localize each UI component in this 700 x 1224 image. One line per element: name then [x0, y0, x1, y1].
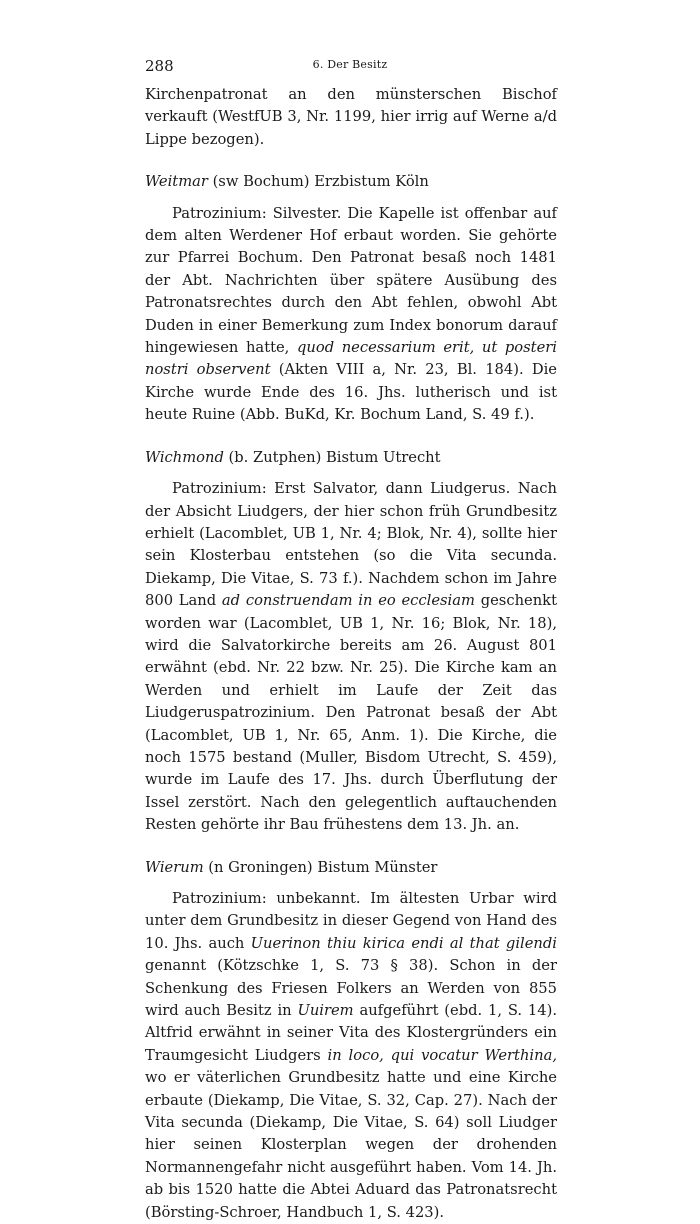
paragraph-text: wo er väterlichen Grundbesitz hatte und eine Kirche erbaute (Diekamp, Die Vitae, S. 32, Cap. 27). Nach der Vita secunda (Diekamp, Die Vitae, S. 64) soll Liudger hier seinen Klosterplan wegen der drohenden Normannengefahr nicht ausgeführt haben. Vom 14. Jh. ab bis 1520 hatte die Abtei Aduard das Patronatsrecht (Börsting-Schroer, Handbuch 1, S. 423).: [145, 1069, 557, 1221]
running-header: [145, 57, 555, 77]
page-number: 288: [145, 57, 174, 75]
entry-paragraph-wierum: [145, 888, 557, 1224]
entry-name: Wierum: [145, 858, 204, 876]
latin-quote: Uuirem: [297, 1002, 354, 1020]
paragraph-text: Patrozinium: Silvester. Die Kapelle ist offenbar auf dem alten Werdener Hof erbaut worden. Sie gehörte zur Pfarrei Bochum. Den Patronat besaß noch 1481 der Abt. Nachrichten über spätere Ausübung des Patronatsrechtes durch den Abt fehlen, obwohl Abt Duden in einer Bemerkung zum Index bonorum darauf hingewiesen hatte,: [145, 204, 557, 357]
latin-quote: quod necessarium erit, ut posteri nostri observent: [145, 339, 557, 379]
paragraph-text: Patrozinium: Erst Salvator, dann Liudgerus. Nach der Absicht Liudgers, der hier schon früh Grundbesitz erhielt (Lacomblet, UB 1, Nr. 4; Blok, Nr. 4), sollte hier sein Klosterbau entstehen (so die Vita secunda. Diekamp, Die Vitae, S. 73 f.). Nachdem schon im Jahre 800 Land: [145, 480, 557, 610]
entry-heading-rest: (b. Zutphen) Bistum Utrecht: [223, 448, 441, 466]
running-title: 6. Der Besitz: [312, 58, 388, 71]
paragraph-text: Patrozinium: unbekannt. Im ältesten Urbar wird unter dem Grundbesitz in dieser Gegend von Hand des 10. Jhs. auch: [145, 890, 557, 952]
entry-heading-rest: (sw Bochum) Erzbistum Köln: [207, 173, 429, 191]
latin-quote: Uuerinon thiu kirica endi al that gilendi: [250, 934, 557, 952]
entry-paragraph-weitmar: [145, 203, 557, 427]
entry-heading-rest: (n Groningen) Bistum Münster: [203, 858, 438, 876]
entry-heading-wierum: [145, 857, 557, 879]
paragraph-text: (Akten VIII a, Nr. 23, Bl. 184). Die Kirche wurde Ende des 16. Jhs. lutherisch und ist heute Ruine (Abb. BuKd, Kr. Bochum Land, S. 49 f.).: [145, 361, 557, 424]
latin-quote: ad construendam in eo ecclesiam: [221, 592, 475, 610]
latin-quote: in loco, qui vocatur Werthina,: [327, 1046, 557, 1064]
intro-paragraph: Kirchenpatronat an den münsterschen Bischof verkauft (WestfUB 3, Nr. 1199, hier irrig auf Werne a/d Lippe bezogen).: [145, 86, 557, 148]
paragraph-text: aufgeführt (ebd. 1, S. 14). Altfrid erwähnt in seiner Vita des Klostergründers ein Traumgesicht Liudgers: [145, 1002, 557, 1064]
paragraph-text: geschenkt worden war (Lacomblet, UB 1, Nr. 16; Blok, Nr. 18), wird die Salvatorkirche bereits am 26. August 801 erwähnt (ebd. Nr. 22 bzw. Nr. 25). Die Kirche kam an Werden und erhielt im Laufe der Zeit das Liudgeruspatrozinium. Den Patronat besaß der Abt (Lacomblet, UB 1, Nr. 65, Anm. 1). Die Kirche, die noch 1575 bestand (Muller, Bisdom Utrecht, S. 459), wurde im Laufe des 17. Jhs. durch Überflutung der Issel zerstört. Nach den gelegentlich auftauchenden Resten gehörte ihr Bau frühestens dem 13. Jh. an.: [145, 592, 557, 834]
entry-name: Weitmar: [145, 173, 208, 191]
entry-heading-wichmond: [145, 447, 557, 469]
paragraph-text: genannt (Kötzschke 1, S. 73 § 38). Schon in der Schenkung des Friesen Folkers an Werden von 855 wird auch Besitz in: [145, 957, 557, 1020]
page-body: [145, 84, 557, 1224]
entry-paragraph-wichmond: [145, 478, 557, 837]
entry-name: Wichmond: [145, 448, 224, 466]
entry-heading-weitmar: [145, 171, 557, 193]
